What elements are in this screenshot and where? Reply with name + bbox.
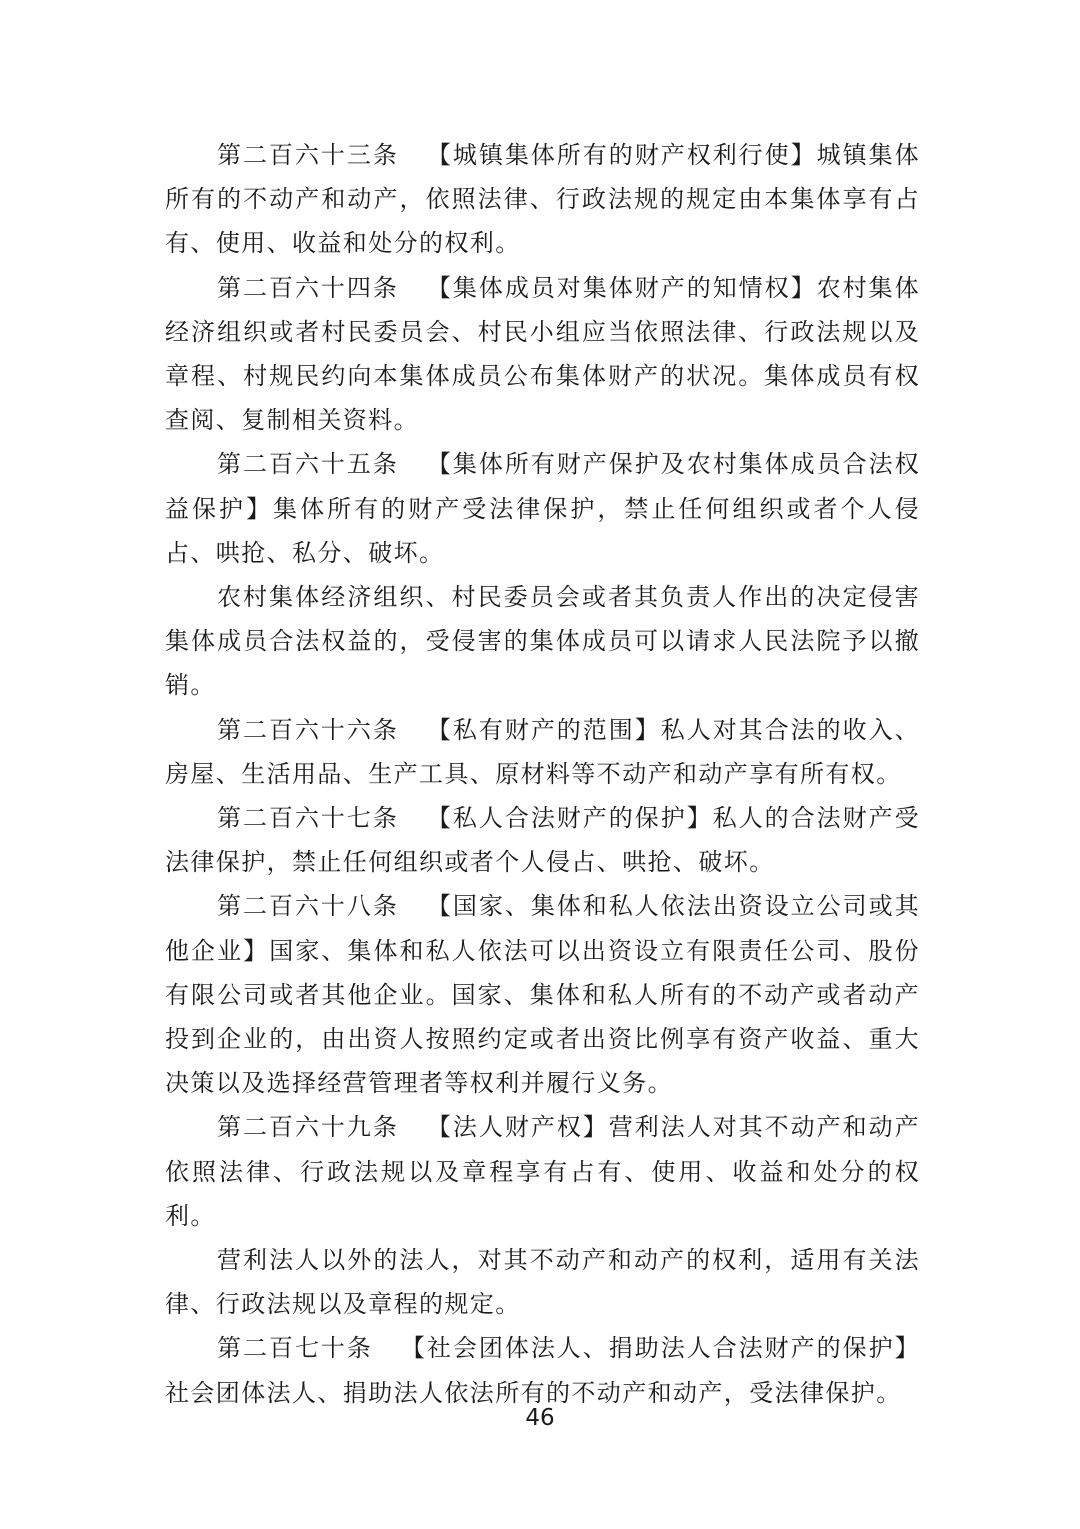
- article-number: 第二百六十八条: [217, 892, 399, 921]
- article-title: 【国家、集体和私人依法出资设立公司或其他企业】: [165, 892, 920, 965]
- article-number: 第二百六十九条: [217, 1113, 399, 1142]
- paragraph-article-263: [165, 133, 920, 266]
- paragraph-article-265: [165, 442, 920, 575]
- article-number: 第二百六十四条: [217, 273, 399, 302]
- paragraph-article-267: [165, 796, 920, 884]
- article-number: 第二百六十五条: [217, 450, 399, 479]
- article-number: 第二百六十三条: [217, 141, 399, 169]
- article-title: 【集体所有财产保护及农村集体成员合法权益保护】: [165, 450, 920, 523]
- paragraph-article-269-continued: [165, 1238, 920, 1326]
- page-number: 46: [525, 1405, 555, 1431]
- article-text: 营利法人以外的法人，对其不动产和动产的权利，适用有关法律、行政法规以及章程的规定。: [165, 1246, 920, 1319]
- article-number: 第二百六十六条: [217, 715, 399, 744]
- body-text: [165, 133, 920, 1415]
- article-title: 【私人合法财产的保护】: [426, 804, 713, 833]
- article-number: 第二百六十七条: [217, 804, 399, 833]
- article-title: 【法人财产权】: [426, 1113, 609, 1142]
- article-text: 私人的合法财产受法律保护，禁止任何组织或者个人侵占、哄抢、破坏。: [165, 804, 921, 877]
- paragraph-article-265-continued: [165, 575, 920, 708]
- article-text: 集体所有的财产受法律保护，禁止任何组织或者个人侵占、哄抢、私分、破坏。: [165, 494, 920, 567]
- article-number: 第二百七十条: [217, 1334, 373, 1363]
- article-text: 农村集体经济组织、村民委员会或者其负责人作出的决定侵害集体成员合法权益的，受侵害的集体成员可以请求人民法院予以撤销。: [165, 583, 920, 700]
- paragraph-article-264: [165, 266, 920, 443]
- article-title: 【集体成员对集体财产的知情权】: [426, 273, 817, 302]
- paragraph-article-270: [165, 1326, 920, 1414]
- article-text: 私人对其合法的收入、房屋、生活用品、生产工具、原材料等不动产和动产享有所有权。: [165, 715, 920, 788]
- article-title: 【城镇集体所有的财产权利行使】: [426, 141, 817, 169]
- article-text: 国家、集体和私人依法可以出资设立有限责任公司、股份有限公司或者其他企业。国家、集体和私人所有的不动产或者动产投到企业的，由出资人按照约定或者出资比例享有资产收益、重大决策以及选择经营管理者等权利并履行义务。: [165, 936, 920, 1098]
- article-text: 社会团体法人、捐助法人依法所有的不动产和动产，受法律保护。: [165, 1378, 902, 1407]
- article-title: 【社会团体法人、捐助法人合法财产的保护】: [400, 1334, 920, 1363]
- paragraph-article-269: [165, 1105, 920, 1238]
- article-text: 营利法人对其不动产和动产依照法律、行政法规以及章程享有占有、使用、收益和处分的权利。: [165, 1113, 920, 1230]
- paragraph-article-268: [165, 884, 920, 1105]
- article-text: 城镇集体所有的不动产和动产，依照法律、行政法规的规定由本集体享有占有、使用、收益和处分的权利。: [165, 141, 920, 258]
- paragraph-article-266: [165, 708, 920, 796]
- article-title: 【私有财产的范围】: [426, 715, 661, 744]
- article-text: 农村集体经济组织或者村民委员会、村民小组应当依照法律、行政法规以及章程、村规民约向本集体成员公布集体财产的状况。集体成员有权查阅、复制相关资料。: [165, 273, 920, 435]
